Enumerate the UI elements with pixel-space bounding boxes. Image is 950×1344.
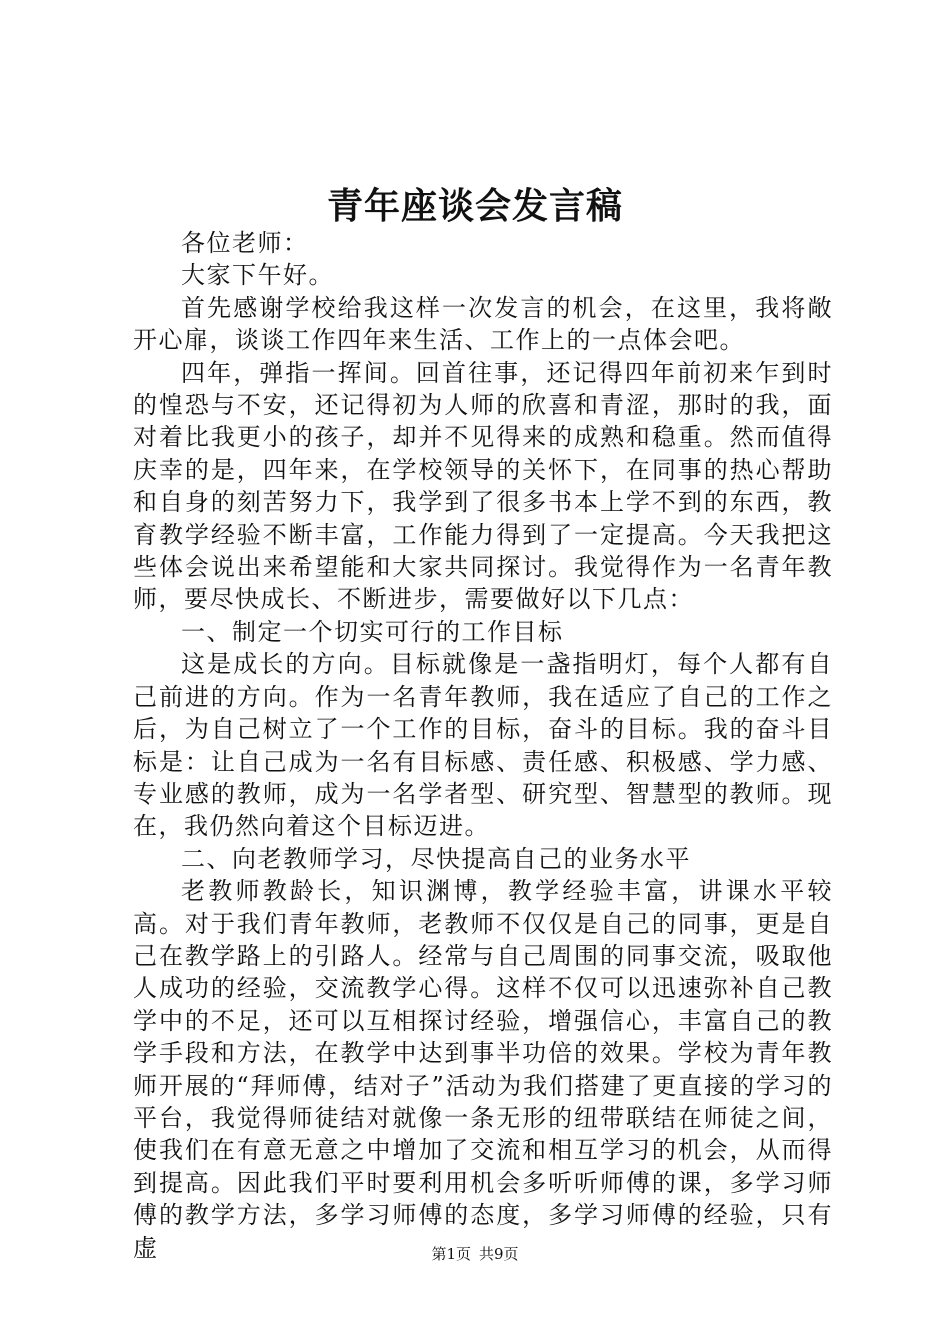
greeting: 大家下午好。 [181,261,334,290]
page-number: 第1页 [431,1245,471,1263]
section-heading: 二、向老教师学习，尽快提高自己的业务水平 [181,844,691,873]
paragraph: 首先感谢学校给我这样一次发言的机会，在这里，我将敞开心扉，谈谈工作四年来生活、工作上的一点体会吧。 [133,293,833,355]
salutation: 各位老师： [181,229,309,257]
section-heading: 一、制定一个切实可行的工作目标 [181,617,564,646]
document-title: 青年座谈会发言稿 [326,186,623,227]
page-total: 共9页 [479,1245,519,1263]
document-body [133,227,833,1264]
paragraph: 老教师教龄长，知识渊博，教学经验丰富，讲课水平较高。对于我们青年教师，老教师不仅仅是自己的同事，更是自己在教学路上的引路人。经常与自己周围的同事交流，吸取他人成功的经验，交流教学心得。这样不仅可以迅速弥补自己教学中的不足，还可以互相探讨经验，增强信心，丰富自己的教学手段和方法，在教学中达到事半功倍的效果。学校为青年教师开展的“拜师傅，结对子”活动为我们搭建了更直接的学习的平台，我觉得师徒结对就像一条无形的纽带联结在师徒之间，使我们在有意无意之中增加了交流和相互学习的机会，从而得到提高。因此我们平时要利用机会多听听师傅的课，多学习师傅的教学方法，多学习师傅的态度，多学习师傅的经验，只有虚 [133,877,833,1262]
paragraph: 这是成长的方向。目标就像是一盏指明灯，每个人都有自己前进的方向。作为一名青年教师，我在适应了自己的工作之后，为自己树立了一个工作的目标，奋斗的目标。我的奋斗目标是：让自己成为一名有目标感、责任感、积极感、学力感、专业感的教师，成为一名学者型、研究型、智慧型的教师。现在，我仍然向着这个目标迈进。 [133,650,833,841]
paragraph: 四年，弹指一挥间。回首往事，还记得四年前初来乍到时的惶恐与不安，还记得初为人师的欣喜和青涩，那时的我，面对着比我更小的孩子，却并不见得来的成熟和稳重。然而值得庆幸的是，四年来，在学校领导的关怀下，在同事的热心帮助和自身的刻苦努力下，我学到了很多书本上学不到的东西，教育教学经验不断丰富，工作能力得到了一定提高。今天我把这些体会说出来希望能和大家共同探讨。我觉得作为一名青年教师，要尽快成长、不断进步，需要做好以下几点： [133,358,833,614]
page-footer [0,1244,950,1264]
